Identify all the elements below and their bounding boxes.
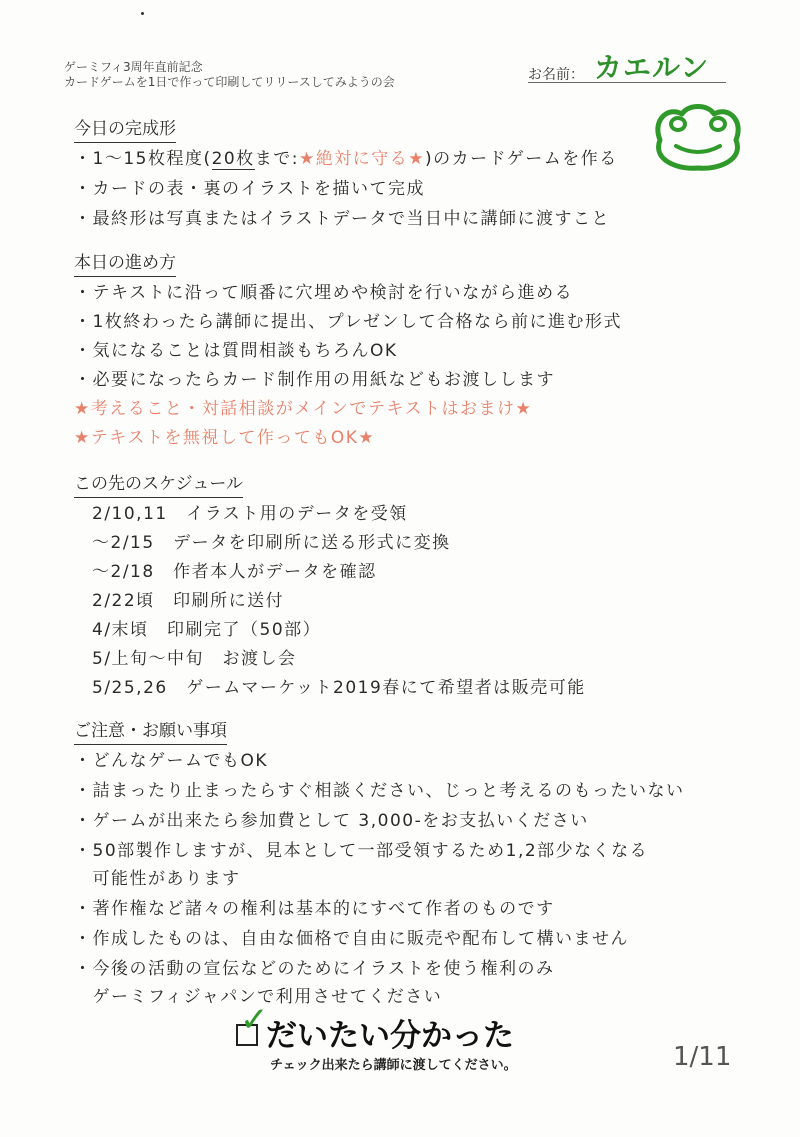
schedule-item: 〜2/15 データを印刷所に送る形式に変換 <box>92 533 451 553</box>
note-item: 可能性があります <box>74 869 241 889</box>
confirm-label: だいたい分かった <box>266 1018 514 1054</box>
goal-line-1-emphasis: ★絶対に守る★ <box>298 149 425 169</box>
process-line-5: ★考えること・対話相談がメインでテキストはおまけ★ <box>74 399 533 419</box>
section-title-process: 本日の進め方 <box>74 252 176 277</box>
process-line-2: ・1枚終わったら講師に提出、プレゼンして合格なら前に進む形式 <box>74 312 622 332</box>
goal-line-1-part-e: )のカードゲームを作る <box>424 149 618 169</box>
name-field <box>528 48 726 83</box>
section-title-today-goal: 今日の完成形 <box>74 118 176 143</box>
goal-line-1-part-a: ・1〜15枚程度( <box>74 149 212 169</box>
process-line-1: ・テキストに沿って順番に穴埋めや検討を行いながら進める <box>74 283 574 303</box>
frog-icon <box>648 100 748 172</box>
note-item: ・どんなゲームでもOK <box>74 751 269 771</box>
event-line-2: カードゲームを1日で作って印刷してリリースしてみようの会 <box>64 75 395 89</box>
goal-line-3: ・最終形は写真またはイラストデータで当日中に講師に渡すこと <box>74 209 610 229</box>
note-item: ・作成したものは、自由な価格で自由に販売や配布して構いません <box>74 929 629 949</box>
check-icon: ✓ <box>240 1000 269 1040</box>
event-header <box>64 60 395 90</box>
name-label: お名前： <box>528 67 584 83</box>
note-item: ・ゲームが出来たら参加費として 3,000-をお支払いください <box>74 811 589 831</box>
goal-line-1-part-c: まで: <box>254 149 299 169</box>
schedule-item: 4/末頃 印刷完了（50部） <box>92 620 322 640</box>
note-item: ・詰まったり止まったらすぐ相談ください、じっと考えるのもったいない <box>74 781 685 801</box>
note-item: ・著作権など諸々の権利は基本的にすべて作者のものです <box>74 899 555 919</box>
goal-line-2: ・カードの表・裏のイラストを描いて完成 <box>74 179 425 199</box>
process-line-6: ★テキストを無視して作ってもOK★ <box>74 428 376 448</box>
schedule-item: 5/上旬〜中旬 お渡し会 <box>92 649 297 669</box>
process-line-3: ・気になることは質問相談もちろんOK <box>74 341 398 361</box>
schedule-item: 2/22頃 印刷所に送付 <box>92 591 285 611</box>
section-title-schedule: この先のスケジュール <box>74 473 243 498</box>
goal-line-1 <box>74 148 618 170</box>
schedule-item: 2/10,11 イラスト用のデータを受領 <box>92 504 408 524</box>
note-item: ・50部製作しますが、見本として一部受領するため1,2部少なくなる <box>74 841 649 861</box>
submit-instruction: チェック出来たら講師に渡してください。 <box>270 1058 517 1073</box>
schedule-item: 5/25,26 ゲームマーケット2019春にて希望者は販売可能 <box>92 678 586 698</box>
note-item: ゲーミフィジャパンで利用させてください <box>74 987 443 1007</box>
process-line-4: ・必要になったらカード制作用の用紙などもお渡しします <box>74 370 555 390</box>
goal-line-1-limit: 20枚 <box>211 149 255 169</box>
schedule-item: 〜2/18 作者本人がデータを確認 <box>92 562 377 582</box>
name-value: カエルン <box>594 51 710 84</box>
note-item: ・今後の活動の宣伝などのためにイラストを使う権利のみ <box>74 959 555 979</box>
stray-dot <box>141 12 144 15</box>
section-title-notes: ご注意・お願い事項 <box>74 720 227 745</box>
event-line-1: ゲーミフィ3周年直前記念 <box>64 60 203 74</box>
page-number: 1/11 <box>673 1042 732 1072</box>
